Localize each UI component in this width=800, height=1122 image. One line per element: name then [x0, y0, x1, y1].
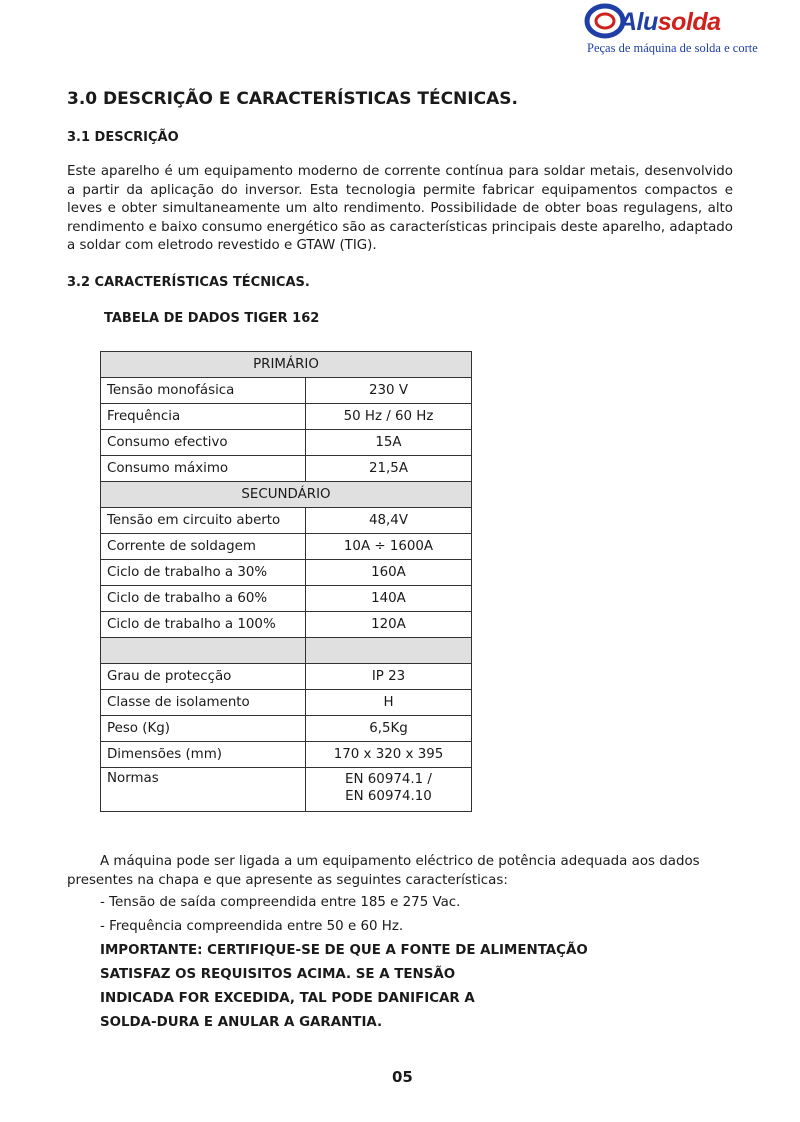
section-description-title: 3.1 DESCRIÇÃO — [67, 130, 179, 145]
primary-header: PRIMÁRIO — [101, 352, 472, 378]
table-row — [101, 430, 472, 456]
row-value: 140A — [306, 586, 472, 612]
row-label: Tensão monofásica — [101, 378, 306, 404]
table-header-row — [101, 482, 472, 508]
logo-wordmark-blue: Alu — [619, 8, 658, 36]
logo-wordmark — [619, 8, 721, 37]
table-row — [101, 664, 472, 690]
list-item: - Tensão de saída compreendida entre 185 e 275 Vac. — [100, 895, 461, 910]
row-value: 230 V — [306, 378, 472, 404]
row-label: Peso (Kg) — [101, 716, 306, 742]
spec-table — [100, 351, 472, 812]
table-row — [101, 716, 472, 742]
row-label: Consumo máximo — [101, 456, 306, 482]
table-blank-row — [101, 638, 472, 664]
row-label: Grau de protecção — [101, 664, 306, 690]
row-value: 10A ÷ 1600A — [306, 534, 472, 560]
table-row — [101, 690, 472, 716]
important-line-3: INDICADA FOR EXCEDIDA, TAL PODE DANIFICAR A — [100, 991, 475, 1006]
power-note-line-2: presentes na chapa e que apresente as seguintes características: — [67, 872, 508, 888]
row-value: 50 Hz / 60 Hz — [306, 404, 472, 430]
table-title: TABELA DE DADOS TIGER 162 — [104, 311, 320, 326]
table-row — [101, 508, 472, 534]
power-note — [67, 853, 733, 890]
row-value: 48,4V — [306, 508, 472, 534]
table-row — [101, 742, 472, 768]
row-value: 21,5A — [306, 456, 472, 482]
section-technical-title: 3.2 CARACTERÍSTICAS TÉCNICAS. — [67, 275, 310, 290]
table-row — [101, 560, 472, 586]
row-label: Normas — [101, 768, 306, 812]
row-value: 120A — [306, 612, 472, 638]
row-label: Ciclo de trabalho a 100% — [101, 612, 306, 638]
row-label: Dimensões (mm) — [101, 742, 306, 768]
row-label: Consumo efectivo — [101, 430, 306, 456]
table-row — [101, 612, 472, 638]
power-note-line-1: A máquina pode ser ligada a um equipamento eléctrico de potência adequada aos dados — [100, 854, 700, 869]
important-line-4: SOLDA-DURA E ANULAR A GARANTIA. — [100, 1015, 383, 1030]
row-label: Corrente de soldagem — [101, 534, 306, 560]
table-header-row — [101, 352, 472, 378]
list-item: - Frequência compreendida entre 50 e 60 Hz. — [100, 919, 404, 934]
important-line-1: IMPORTANTE: CERTIFIQUE-SE DE QUE A FONTE DE ALIMENTAÇÃO — [100, 943, 588, 958]
norms-line-2: EN 60974.10 — [345, 789, 432, 804]
description-paragraph: Este aparelho é um equipamento moderno de corrente contínua para soldar metais, desenvolvido a partir da aplicação do inversor. Esta tecnologia permite fabricar equipamentos compactos e leves e obter simultaneamente um alto rendimento. Possibilidade de obter boas regulagens, alto rendimento e baixo consumo energético são as características principais deste aparelho, adaptado a soldar com eletrodo revestido e GTAW (TIG). — [67, 164, 733, 254]
table-row — [101, 378, 472, 404]
table-row — [101, 534, 472, 560]
logo-tagline: Peças de máquina de solda e corte — [587, 41, 758, 55]
row-label: Tensão em circuito aberto — [101, 508, 306, 534]
alusolda-logo — [583, 2, 758, 60]
secondary-header: SECUNDÁRIO — [101, 482, 472, 508]
row-value: 6,5Kg — [306, 716, 472, 742]
row-label: Ciclo de trabalho a 30% — [101, 560, 306, 586]
page-number: 05 — [392, 1068, 413, 1086]
row-value: IP 23 — [306, 664, 472, 690]
row-label: Classe de isolamento — [101, 690, 306, 716]
row-value: H — [306, 690, 472, 716]
table-row — [101, 456, 472, 482]
row-label: Ciclo de trabalho a 60% — [101, 586, 306, 612]
row-value: 15A — [306, 430, 472, 456]
table-row — [101, 404, 472, 430]
row-value: 160A — [306, 560, 472, 586]
logo-wordmark-red: solda — [657, 8, 721, 36]
row-label: Frequência — [101, 404, 306, 430]
table-row — [101, 586, 472, 612]
table-row — [101, 768, 472, 812]
page-heading: 3.0 DESCRIÇÃO E CARACTERÍSTICAS TÉCNICAS. — [67, 89, 518, 109]
row-value: 170 x 320 x 395 — [306, 742, 472, 768]
important-line-2: SATISFAZ OS REQUISITOS ACIMA. SE A TENSÃO — [100, 967, 456, 982]
norms-line-1: EN 60974.1 / — [345, 772, 432, 787]
row-value — [306, 768, 472, 812]
